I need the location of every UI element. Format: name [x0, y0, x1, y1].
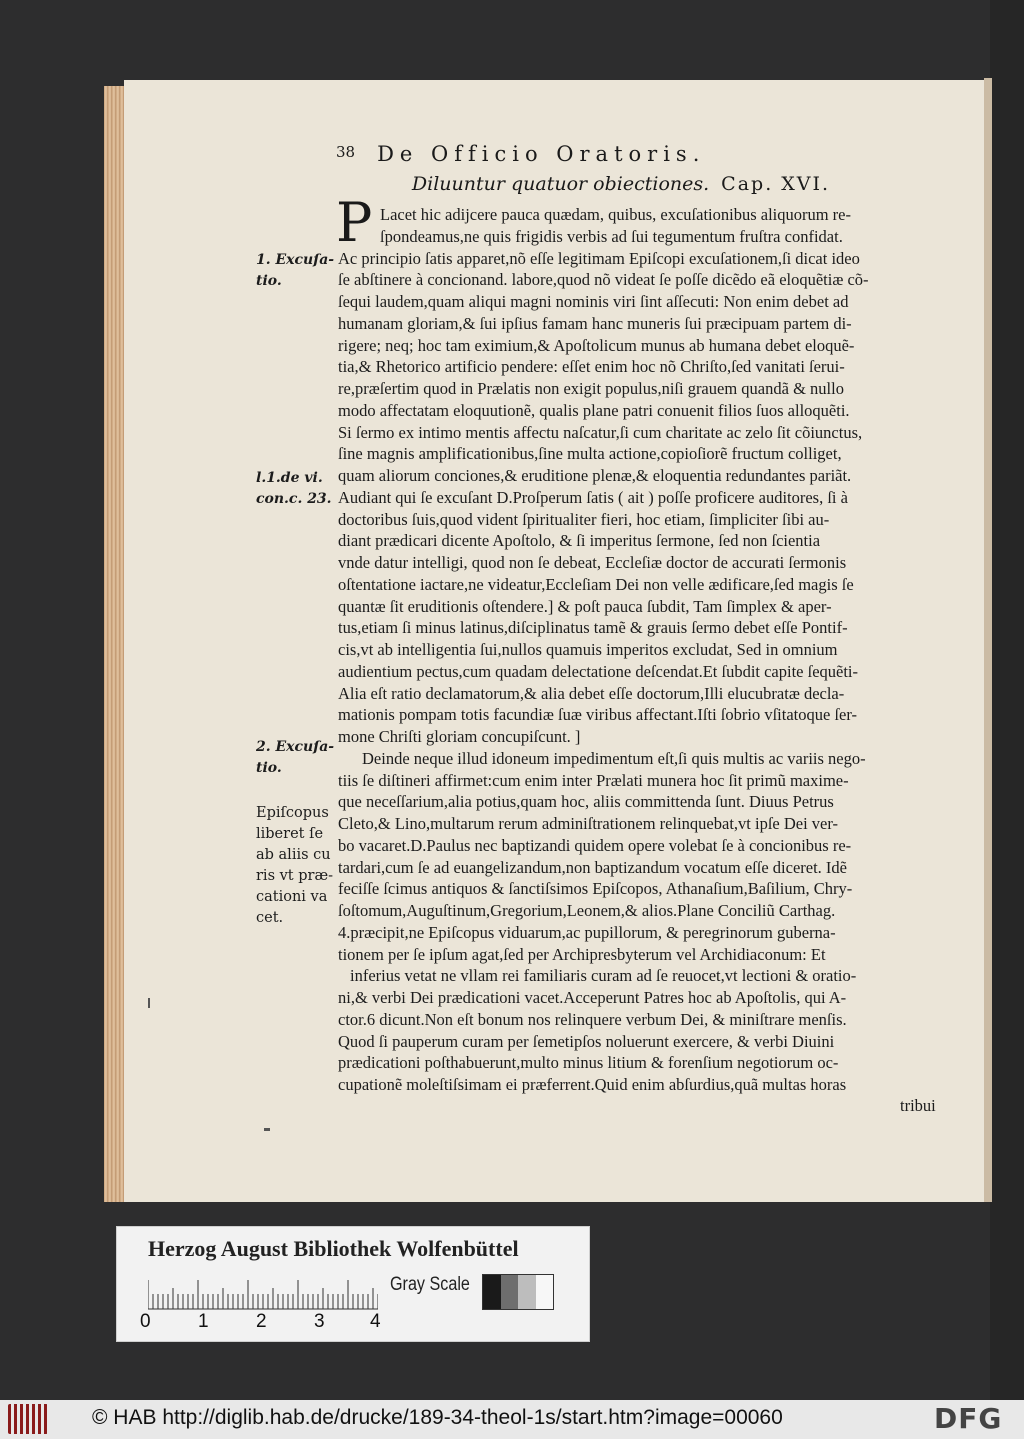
ruler-label: 0 [140, 1311, 151, 1332]
text-line: doctoribus ſuis,quod vident ſpiritualiter fieri, hoc etiam, ſimpliciter ſibi au- [338, 509, 830, 529]
margin-note-line: Epiſcopus [256, 805, 329, 821]
text-line: tionem per ſe ipſum agat,ſed per Archipresbyterum vel Archidiaconum: Et [338, 944, 826, 964]
text-line: tia,& Rhetorico artificio pendere: eſſet enim hoc nõ Chriſto,ſed vanitati ſerui- [338, 357, 845, 377]
chapter-title: Diluuntur quatuor obiectiones. [411, 173, 710, 195]
gray-swatch [536, 1275, 554, 1309]
margin-note-line: liberet ſe [256, 826, 324, 842]
gray-swatch [483, 1275, 501, 1309]
text-line: Si ſermo ex intimo mentis affectu naſcatur,ſi cum charitate ac zelo ſit cõiunctus, [338, 422, 863, 442]
text-line: prædicationi poſthabuerunt,multo minus litium & forenſium negotiorum oc- [338, 1053, 839, 1073]
text-line: ni,& verbi Dei prædicationi vacet.Acceperunt Patres hoc ab Apoſtolis, qui A- [338, 988, 847, 1007]
ruler-label: 4 [370, 1311, 381, 1332]
margin-note-line: 1. Excuſa- [256, 252, 335, 268]
text-line: cis,vt ab intelligentia ſui,nullos quamuis imperitos excludat, Sed in omnium [338, 640, 838, 659]
gray-swatch [501, 1275, 519, 1309]
ruler-label: 3 [314, 1311, 325, 1332]
text-line: oſtentatione iactare,ne videatur,Eccleſiam Dei non velle ædificare,ſed magis ſe [338, 574, 854, 594]
hab-logo-icon [8, 1404, 48, 1434]
footer-copyright-link[interactable]: © HAB http://diglib.hab.de/drucke/189-34-theol-1s/start.htm?image=00060 [92, 1406, 783, 1429]
page-right-edge [984, 78, 992, 1202]
chapter-number: Cap. XVI. [721, 173, 831, 195]
text-line: Alia eſt ratio declamatorum,& alia debet eſſe doctorum,Illi elucubratæ decla- [338, 683, 845, 703]
text-line: inferius vetat ne vllam rei familiaris curam ad ſe reuocet,vt lectioni & oratio- [350, 966, 857, 986]
body-text [338, 204, 960, 1096]
margin-note-line: cet. [256, 910, 284, 926]
text-line: modo affectatam eloquutionẽ, qualis plane patri conuenit filios ſuos alloquẽti. [338, 400, 850, 420]
text-line: Cleto,& Lino,multarum rerum adminiſtrationem relinquebat,vt ipſe Dei ver- [338, 814, 839, 833]
gray-swatch [518, 1275, 536, 1309]
text-line: cupationẽ moleſtiſsimam ei præferrent.Quid enim abſurdius,quã multas horas [338, 1075, 847, 1094]
text-line: quantæ ſit eruditionis oſtendere.] & poſt pauca ſubdit, Tam ſimplex & aper- [338, 596, 832, 616]
margin-note-line: cationi va [256, 889, 328, 905]
scan-background-right [990, 0, 1024, 1400]
margin-note-line: ab aliis cu [256, 847, 331, 863]
text-line: audientium pectus,cum quadam delectatione deſcendat.Et ſubdit capite ſequẽti- [338, 661, 859, 681]
drop-cap: P [336, 191, 373, 254]
margin-note-excusatio-2 [256, 737, 334, 779]
text-line: ſine magnis amplificationibus,ſine multa actione,copioſiorẽ fructum colliget, [338, 444, 842, 464]
text-line: mationis pompam totis facundiæ ſuæ viribus affectant.Iſti ſobrio vſitatoque ſer- [338, 705, 858, 725]
text-line: ſequi laudem,quam aliqui magni nominis viri ſint aſſecuti: Non enim debet ad [338, 292, 849, 311]
margin-note-line: ris vt præ- [256, 868, 333, 884]
ruler-labels [140, 1311, 390, 1335]
ruler-label: 1 [198, 1311, 209, 1332]
text-line: bo vacaret.D.Paulus nec baptizandi quidem opere volebat ſe à concionibus re- [338, 835, 852, 855]
text-line: tiis ſe diſtineri affirmet:cum enim inter Prælati munera hoc ſit primũ maxime- [338, 770, 849, 790]
gray-scale-label: Gray Scale [390, 1274, 470, 1295]
color-card-title: Herzog August Bibliothek Wolfenbüttel [148, 1236, 519, 1261]
margin-note-line: tio. [256, 760, 282, 776]
page-speck [264, 1128, 270, 1131]
margin-note-line: tio. [256, 273, 282, 289]
text-line: Quod ſi pauperum curam per ſemetipſos noluerunt exercere, & verbi Diuini [338, 1031, 835, 1051]
text-line: Lacet hic adijcere pauca quædam, quibus, excuſationibus aliquorum re- [380, 205, 851, 224]
text-line: vnde datur intelligi, quod non ſe debeat, Eccleſiæ doctor de accurati ſermonis [338, 553, 847, 572]
text-line: feciſſe ſcimus antiquos & ſanctiſsimos Epiſcopos, Athanaſium,Baſilium, Chry- [338, 879, 853, 899]
ruler-label: 2 [256, 1311, 267, 1332]
text-line: tardari,cum ſe ad euangelizandum,non baptizandum vocatum eſſe diceret. Idẽ [338, 857, 847, 877]
text-line: mone Chriſti gloriam concupiſcunt. ] [338, 727, 581, 746]
running-head [336, 142, 856, 172]
text-line: ſpondeamus,ne quis frigidis verbis ad ſui tegumentum fruſtra confidat. [380, 226, 843, 246]
text-line: 4.præcipit,ne Epiſcopus viduarum,ac pupillorum, & peregrinorum guberna- [338, 922, 836, 942]
text-line: que neceſſarium,alia potius,quam hoc, aliis committenda ſunt. Diuus Petrus [338, 792, 834, 812]
margin-note-episcopus [256, 803, 333, 929]
dfg-logo: DFG [934, 1402, 1003, 1435]
text-line: Audiant qui ſe excuſant D.Proſperum ſatis ( ait ) poſſe proficere auditores, ſi à [338, 487, 848, 507]
margin-note-line: 2. Excuſa- [256, 739, 335, 755]
text-line: rigere; neq; hoc tam eximium,& Apoſtolicum munus ab humana debet eloquẽ- [338, 335, 855, 355]
text-line: diant prædicari dicente Apoſtolo, & ſi imperitus ſermone, ſed non ſcientia [338, 531, 821, 551]
gray-scale-swatches [482, 1274, 554, 1310]
ruler-scale [148, 1276, 378, 1310]
chapter-heading [406, 173, 836, 201]
page-number: 38 [336, 143, 356, 161]
margin-note-line: con.c. 23. [256, 491, 332, 507]
text-line: ctor.6 dicunt.Non eſt bonum nos relinquere verbum Dei, & miniſtrare menſis. [338, 1009, 847, 1029]
margin-note-excusatio-1 [256, 250, 334, 292]
running-head-title: De Officio Oratoris. [377, 142, 706, 166]
margin-note-line: l.1.de vi. [256, 470, 323, 486]
text-line: quam aliorum conciones,& eruditione plenæ,& eloquentia redundantes pariãt. [338, 466, 852, 485]
text-line: humanam gloriam,& ſui ipſius famam hanc muneris ſui præcipuam partem di- [338, 313, 852, 333]
text-line: ſe abſtinere à concionand. labore,quod nõ videat ſe poſſe dicẽdo eã eloquẽtiæ cõ- [338, 270, 869, 290]
text-line: re,præſertim quod in Prælatis non exigit populus,niſi grauem quandã & nullo [338, 379, 844, 398]
margin-note-reference [256, 468, 332, 510]
catchword: tribui [900, 1096, 936, 1115]
text-line: ſoſtomum,Auguſtinum,Gregorium,Leonem,& alios.Plane Conciliũ Carthag. [338, 901, 836, 920]
text-line: tus,etiam ſi minus latinus,diſciplinatus tamẽ & grauis ſermo debet eſſe Pontif- [338, 618, 848, 638]
page-speck [148, 998, 150, 1008]
text-line: Ac principio ſatis apparet,nõ eſſe legitimam Epiſcopi excuſationem,ſi dicat ideo [338, 248, 860, 268]
text-line: Deinde neque illud idoneum impedimentum eſt,ſi quis multis ac variis nego- [362, 748, 866, 768]
